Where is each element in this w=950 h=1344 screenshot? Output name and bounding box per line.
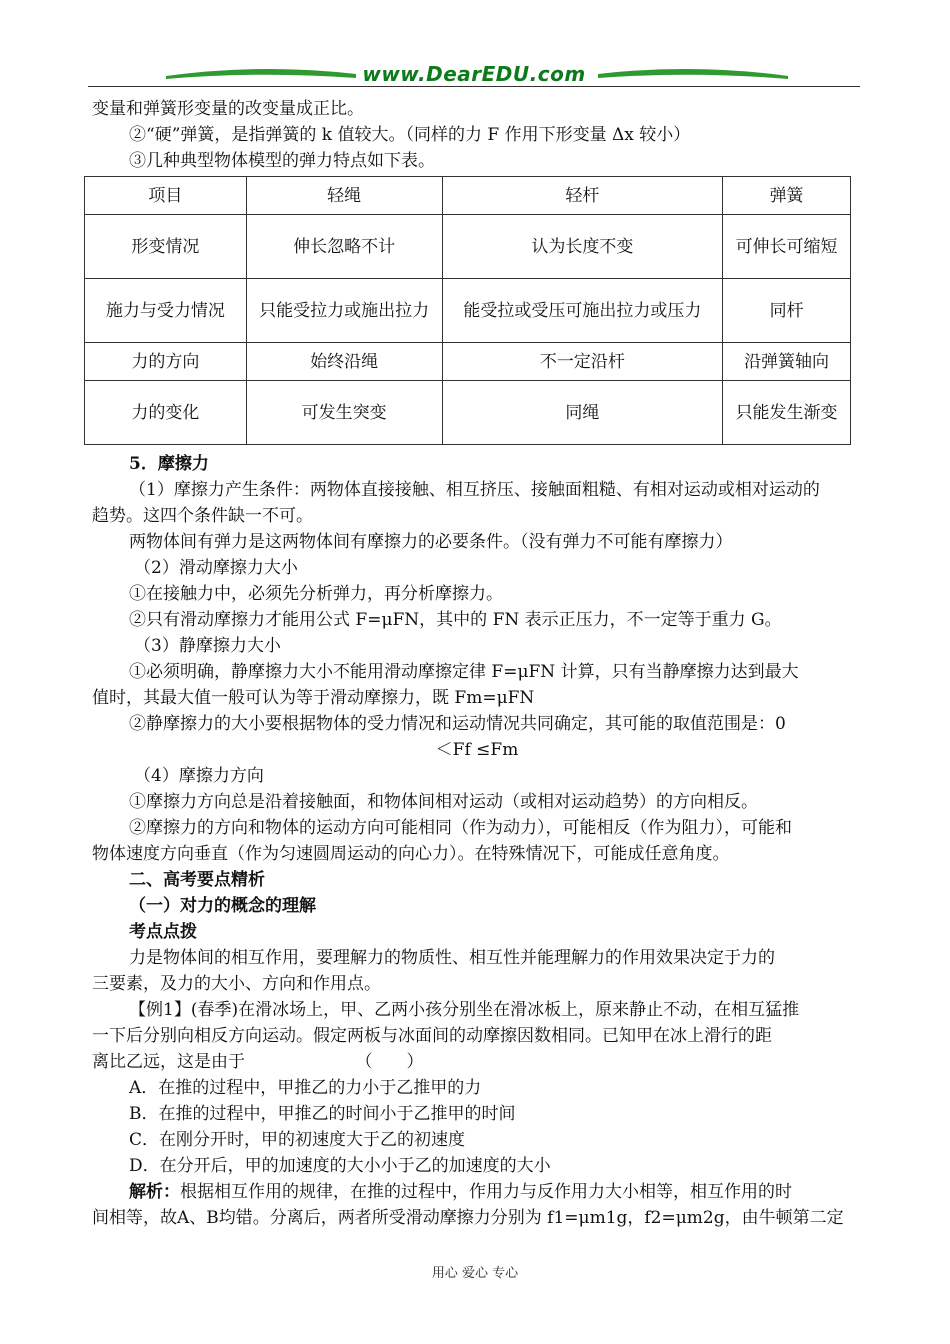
text-line: （4）摩擦力方向 — [134, 766, 264, 786]
text-line: ③几种典型物体模型的弹力特点如下表。 — [129, 151, 435, 171]
table-cell: 同绳 — [442, 381, 723, 445]
table-cell: 同杆 — [723, 279, 851, 343]
text-line: 物体速度方向垂直（作为匀速圆周运动的向心力）。在特殊情况下，可能成任意角度。 — [92, 844, 730, 864]
table-row — [85, 215, 851, 279]
subsection-heading: （一）对力的概念的理解 — [129, 896, 316, 916]
table-cell: 施力与受力情况 — [85, 279, 247, 343]
text-line: 值时，其最大值一般可认为等于滑动摩擦力，既 Fm=μFN — [92, 688, 535, 708]
table-header-row — [85, 177, 851, 215]
text-line: 离比乙远，这是由于 （ ） — [92, 1052, 424, 1072]
table-header-cell: 轻绳 — [246, 177, 442, 215]
table-cell: 认为长度不变 — [442, 215, 723, 279]
site-logo: www.DearEDU.com — [362, 62, 586, 86]
section-heading: 5．摩擦力 — [129, 454, 209, 474]
table-cell: 形变情况 — [85, 215, 247, 279]
elastic-force-table — [84, 176, 851, 445]
text-line: ②“硬”弹簧，是指弹簧的 k 值较大。（同样的力 F 作用下形变量 Δx 较小） — [129, 125, 691, 145]
text-line: 力是物体间的相互作用，要理解力的物质性、相互性并能理解力的作用效果决定于力的 — [129, 948, 775, 968]
subsection-heading: 考点点拨 — [129, 922, 197, 942]
option-line: D．在分开后，甲的加速度的大小小于乙的加速度的大小 — [129, 1156, 551, 1176]
text-line: 三要素，及力的大小、方向和作用点。 — [92, 974, 381, 994]
table-row — [85, 343, 851, 381]
text-line: ①必须明确，静摩擦力大小不能用滑动摩擦定律 F=μFN 计算，只有当静摩擦力达到最大 — [129, 662, 799, 682]
table-header-cell: 项目 — [85, 177, 247, 215]
text-line: ②摩擦力的方向和物体的运动方向可能相同（作为动力），可能相反（作为阻力），可能和 — [129, 818, 792, 838]
text-line: ②只有滑动摩擦力才能用公式 F=μFN，其中的 FN 表示正压力，不一定等于重力 G。 — [129, 610, 782, 630]
table-cell: 始终沿绳 — [246, 343, 442, 381]
table-cell: 只能受拉力或施出拉力 — [246, 279, 442, 343]
text-line: （1）摩擦力产生条件：两物体直接接触、相互挤压、接触面粗糙、有相对运动或相对运动的 — [129, 480, 820, 500]
text-line — [92, 1179, 862, 1205]
table-header-cell: 轻杆 — [442, 177, 723, 215]
section-heading: 二、高考要点精析 — [129, 870, 265, 890]
page-header — [88, 62, 860, 92]
analysis-text: 根据相互作用的规律，在推的过程中，作用力与反作用力大小相等，相互作用的时 — [180, 1182, 792, 1202]
page-footer: 用心 爱心 专心 — [431, 1266, 519, 1281]
table-cell: 可发生突变 — [246, 381, 442, 445]
table-cell: 能受拉或受压可施出拉力或压力 — [442, 279, 723, 343]
text-line: ①在接触力中，必须先分析弹力，再分析摩擦力。 — [129, 584, 503, 604]
option-line: C．在刚分开时，甲的初速度大于乙的初速度 — [129, 1130, 466, 1150]
text-line: 变量和弹簧形变量的改变量成正比。 — [92, 99, 364, 119]
text-line: ②静摩擦力的大小要根据物体的受力情况和运动情况共同确定，其可能的取值范围是：0 — [129, 714, 786, 734]
header-rule — [88, 86, 860, 87]
table-cell: 可伸长可缩短 — [723, 215, 851, 279]
option-line: A．在推的过程中，甲推乙的力小于乙推甲的力 — [129, 1078, 482, 1098]
option-line: B．在推的过程中，甲推乙的时间小于乙推甲的时间 — [129, 1104, 516, 1124]
text-line: （2）滑动摩擦力大小 — [134, 558, 298, 578]
text-line: ＜Ff ≤Fm — [435, 740, 519, 760]
table-cell: 只能发生渐变 — [723, 381, 851, 445]
text-line: 【例1】(春季)在滑冰场上，甲、乙两小孩分别坐在滑冰板上，原来静止不动，在相互猛推 — [129, 1000, 800, 1020]
table-cell: 力的变化 — [85, 381, 247, 445]
text-line: （3）静摩擦力大小 — [134, 636, 281, 656]
table-cell: 力的方向 — [85, 343, 247, 381]
text-line: 一下后分别向相反方向运动。假定两板与冰面间的动摩擦因数相同。已知甲在冰上滑行的距 — [92, 1026, 772, 1046]
analysis-label: 解析： — [129, 1182, 180, 1202]
table-header-cell: 弹簧 — [723, 177, 851, 215]
document-body — [92, 96, 862, 1231]
table-cell: 不一定沿杆 — [442, 343, 723, 381]
table-row — [85, 279, 851, 343]
text-line: 两物体间有弹力是这两物体间有摩擦力的必要条件。（没有弹力不可能有摩擦力） — [129, 532, 733, 552]
table-cell: 沿弹簧轴向 — [723, 343, 851, 381]
table-row — [85, 381, 851, 445]
text-line: 间相等，故A、B均错。分离后，两者所受滑动摩擦力分别为 f1=μm1g，f2=μm2g，由牛顿第二定 — [92, 1208, 844, 1228]
text-line: 趋势。这四个条件缺一不可。 — [92, 506, 313, 526]
table-cell: 伸长忽略不计 — [246, 215, 442, 279]
text-line: ①摩擦力方向总是沿着接触面，和物体间相对运动（或相对运动趋势）的方向相反。 — [129, 792, 758, 812]
